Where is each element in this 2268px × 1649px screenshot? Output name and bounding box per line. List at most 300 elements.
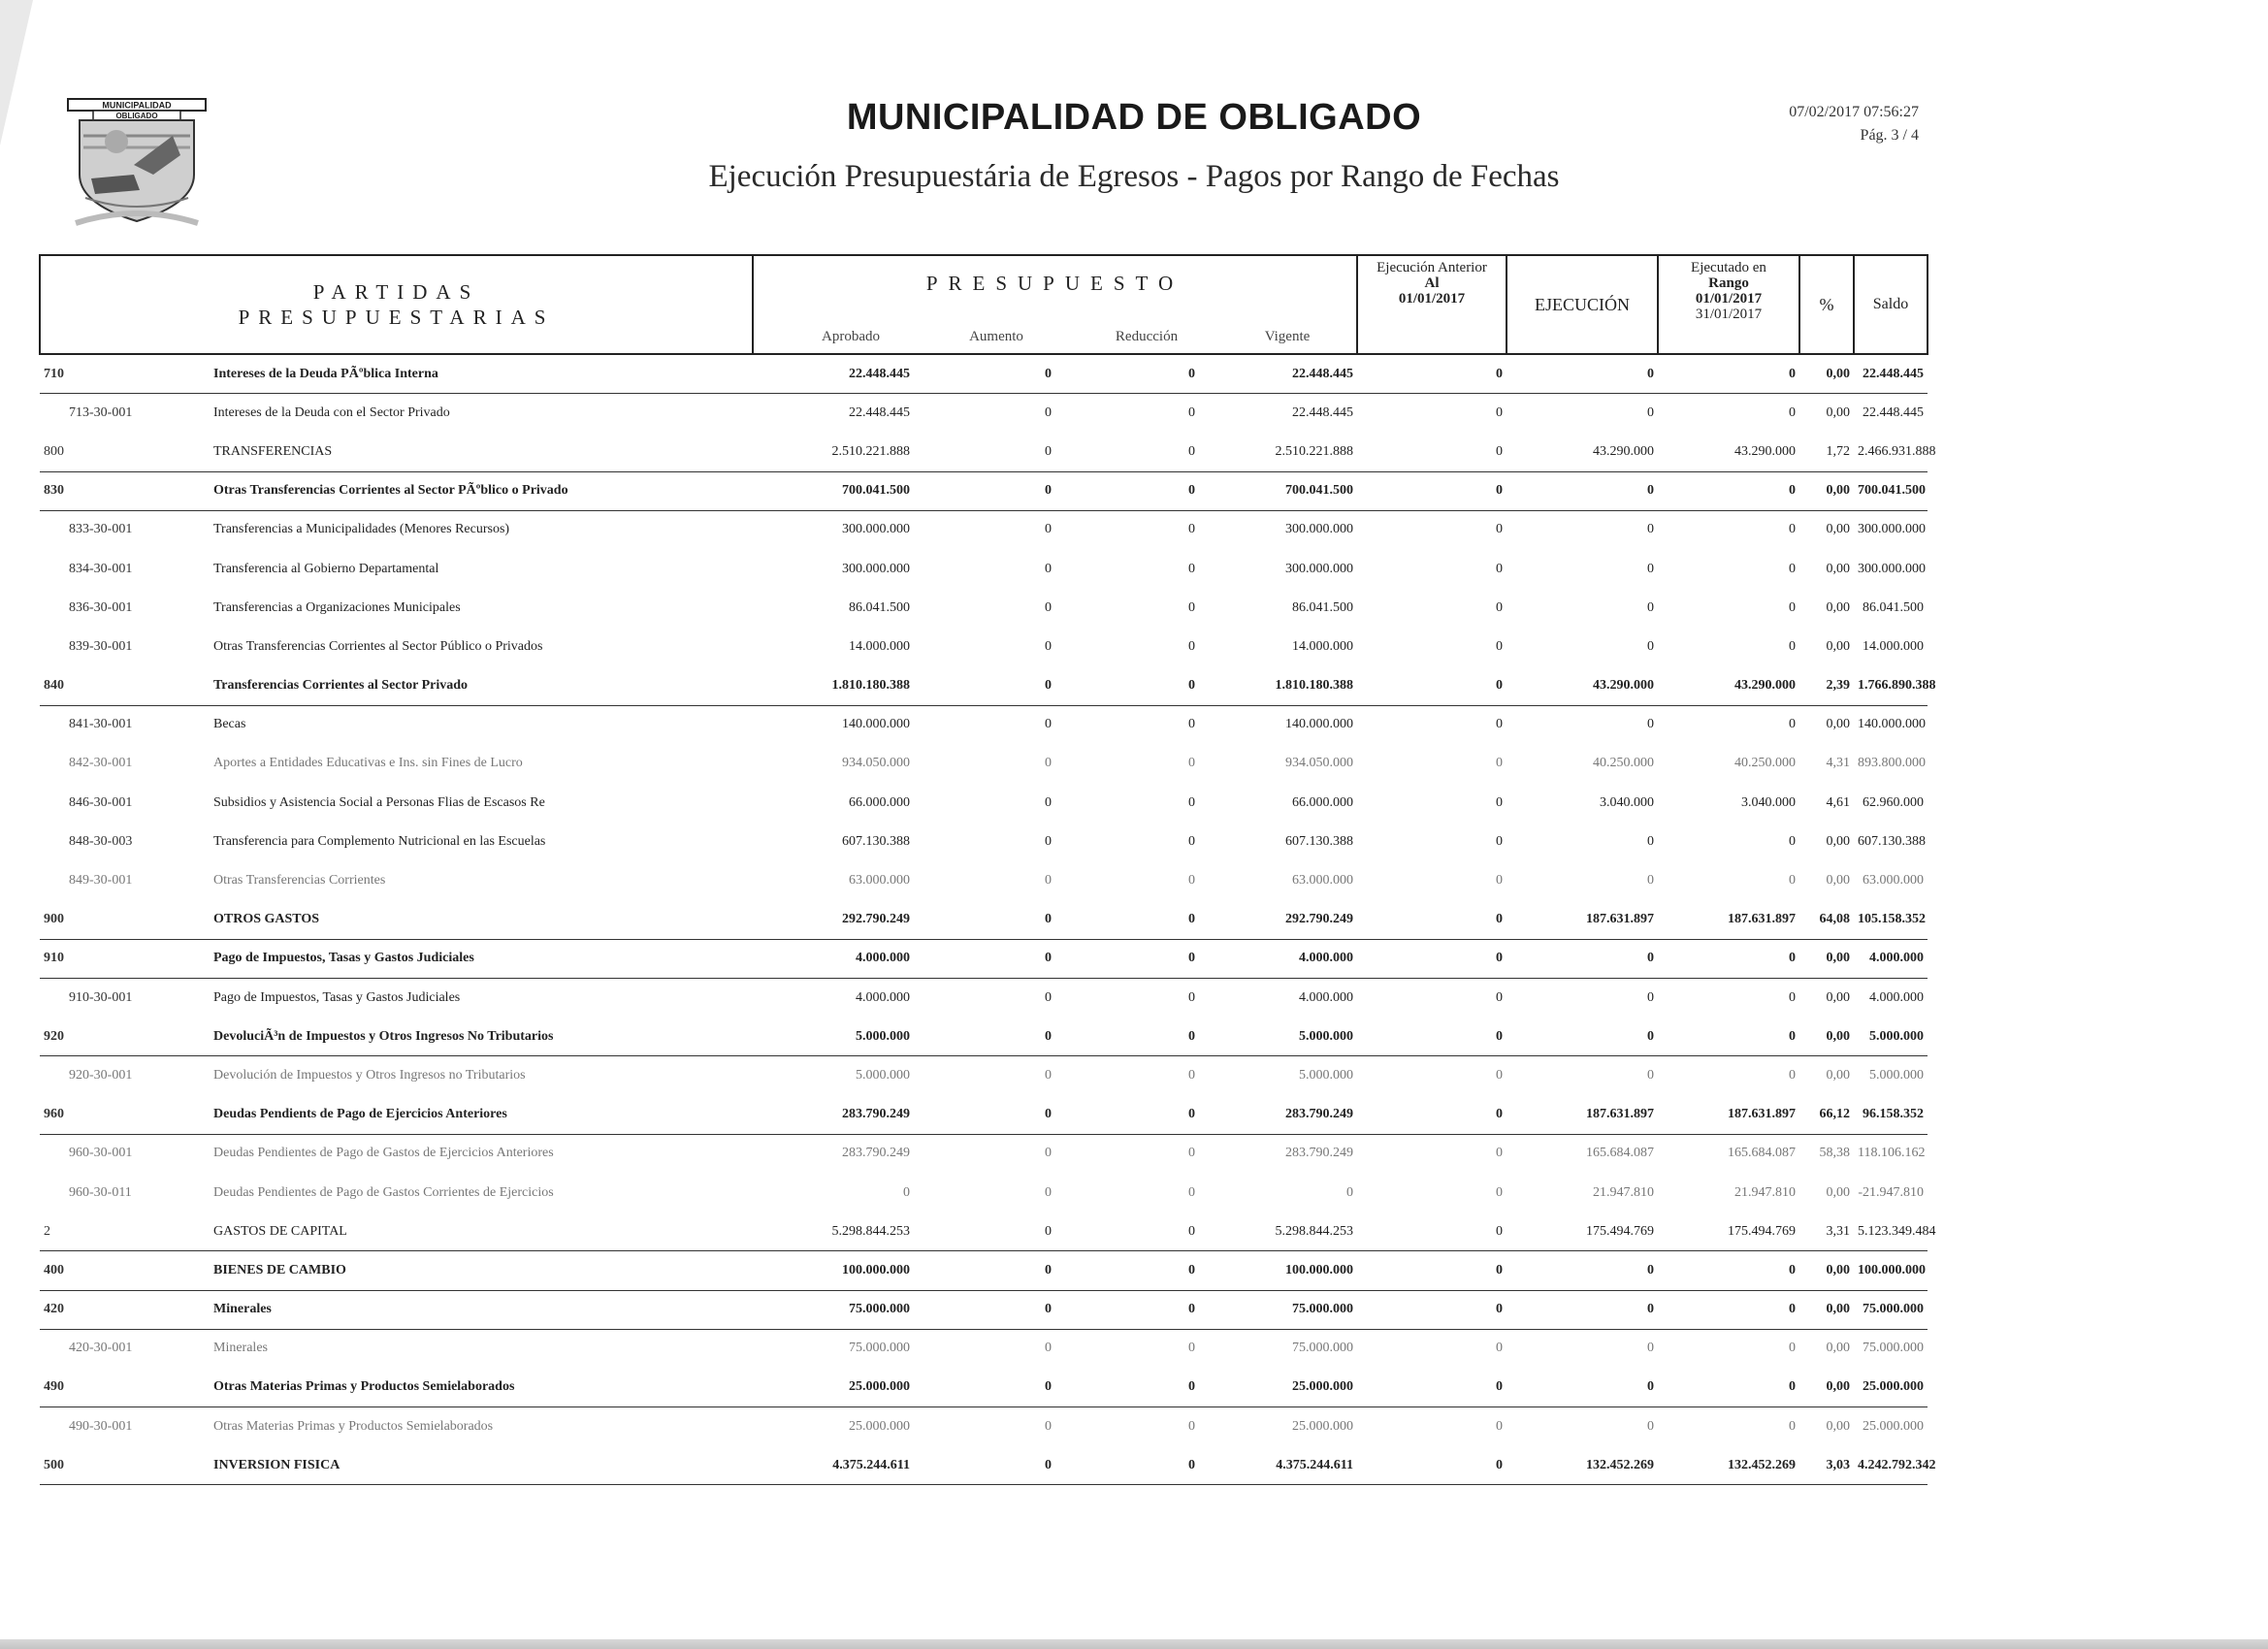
cell-ejecutado-rango: 0 — [1658, 1368, 1799, 1406]
cell-description: Minerales — [213, 1341, 268, 1356]
header-aumento: Aumento — [969, 329, 1023, 344]
cell-ejecucion: 187.631.897 — [1507, 900, 1658, 939]
cell-pct: 0,00 — [1799, 1290, 1854, 1329]
cell-aprobado: 66.000.000 — [849, 794, 910, 810]
cell-aumento: 0 — [1045, 873, 1052, 889]
cell-aumento: 0 — [1045, 1418, 1052, 1434]
cell-aprobado: 22.448.445 — [849, 404, 910, 420]
cell-aprobado: 607.130.388 — [842, 833, 910, 849]
table-row — [40, 861, 1928, 900]
cell-ejecutado-rango: 0 — [1789, 873, 1796, 889]
cell-ejecucion-anterior: 0 — [1496, 1341, 1503, 1356]
print-datetime: 07/02/2017 07:56:27 — [1789, 104, 1919, 120]
table-row — [40, 471, 1928, 510]
cell-ejecutado-rango: 0 — [1789, 1418, 1796, 1434]
cell-reduccion: 0 — [1055, 1368, 1199, 1406]
cell-ejecucion-anterior: 0 — [1496, 404, 1503, 420]
cell-code: 836-30-001 — [69, 599, 133, 615]
header-vigente: Vigente — [1264, 329, 1311, 344]
cell-saldo: 75.000.000 — [1863, 1341, 1924, 1356]
cell-code: 920-30-001 — [69, 1067, 133, 1083]
cell-ejecucion-anterior: 0 — [1357, 1095, 1507, 1134]
table-row — [40, 705, 1928, 744]
cell-vigente: 300.000.000 — [1285, 522, 1353, 537]
cell-aprobado: 300.000.000 — [842, 561, 910, 576]
cell-vigente: 5.000.000 — [1199, 1018, 1357, 1056]
cell-description: INVERSION FISICA — [210, 1446, 753, 1485]
table-row — [40, 354, 1928, 394]
cell-ejecutado-rango: 0 — [1658, 1251, 1799, 1290]
cell-reduccion: 0 — [1188, 873, 1195, 889]
table-body — [40, 354, 1936, 1485]
cell-description: Subsidios y Asistencia Social a Personas Flias de Escasos Re — [213, 794, 545, 810]
cell-aprobado: 700.041.500 — [753, 471, 914, 510]
cell-ejecutado-rango: 43.290.000 — [1658, 433, 1799, 471]
cell-vigente: 75.000.000 — [1292, 1341, 1353, 1356]
cell-saldo: 75.000.000 — [1854, 1290, 1928, 1329]
cell-ejecutado-rango: 0 — [1789, 1067, 1796, 1083]
cell-description: Intereses de la Deuda PÃºblica Interna — [210, 354, 753, 394]
cell-ejecucion-anterior: 0 — [1496, 561, 1503, 576]
cell-ejecutado-rango: 0 — [1789, 404, 1796, 420]
cell-saldo: 4.000.000 — [1869, 989, 1924, 1005]
cell-description: Otras Materias Primas y Productos Semielaborados — [210, 1368, 753, 1406]
report-subtitle: Ejecución Presupuestária de Egresos - Pagos por Rango de Fechas — [708, 159, 1560, 194]
cell-code: 960-30-001 — [69, 1146, 133, 1161]
cell-ejecutado-rango: 0 — [1789, 989, 1796, 1005]
cell-aumento: 0 — [1045, 522, 1052, 537]
cell-aumento: 0 — [1045, 1184, 1052, 1200]
cell-description: Intereses de la Deuda con el Sector Privado — [213, 404, 450, 420]
cell-vigente: 4.000.000 — [1199, 939, 1357, 978]
cell-aumento: 0 — [914, 1095, 1055, 1134]
cell-reduccion: 0 — [1188, 1184, 1195, 1200]
cell-ejecucion-anterior: 0 — [1357, 1368, 1507, 1406]
header-ejecucion-anterior — [1357, 255, 1507, 354]
cell-reduccion: 0 — [1188, 638, 1195, 654]
cell-saldo: 5.000.000 — [1869, 1067, 1924, 1083]
header-ejec-ant-line3: 01/01/2017 — [1398, 291, 1466, 307]
table-row — [40, 1095, 1928, 1134]
cell-ejecucion-anterior: 0 — [1357, 939, 1507, 978]
cell-pct: 0,00 — [1799, 1251, 1854, 1290]
cell-ejecutado-rango: 0 — [1658, 939, 1799, 978]
cell-saldo: 86.041.500 — [1863, 599, 1924, 615]
cell-description: Becas — [213, 717, 246, 732]
cell-ejecucion: 187.631.897 — [1507, 1095, 1658, 1134]
cell-vigente: 2.510.221.888 — [1199, 433, 1357, 471]
cell-aumento: 0 — [914, 666, 1055, 705]
cell-vigente: 934.050.000 — [1285, 756, 1353, 771]
cell-aumento: 0 — [1045, 717, 1052, 732]
table-row — [40, 744, 1928, 783]
cell-vigente: 1.810.180.388 — [1199, 666, 1357, 705]
print-stamp — [1789, 101, 1919, 147]
cell-saldo: 62.960.000 — [1863, 794, 1924, 810]
cell-reduccion: 0 — [1055, 666, 1199, 705]
cell-ejecucion: 0 — [1647, 833, 1654, 849]
cell-aumento: 0 — [1045, 638, 1052, 654]
cell-ejecucion-anterior: 0 — [1357, 433, 1507, 471]
cell-pct: 0,00 — [1826, 522, 1850, 537]
table-row — [40, 589, 1928, 628]
table-row — [40, 939, 1928, 978]
cell-ejecucion-anterior: 0 — [1496, 717, 1503, 732]
cell-reduccion: 0 — [1055, 900, 1199, 939]
cell-ejecutado-rango: 0 — [1789, 561, 1796, 576]
table-row — [40, 1251, 1928, 1290]
table-row — [40, 979, 1928, 1018]
cell-ejecucion: 0 — [1507, 354, 1658, 394]
cell-saldo: 893.800.000 — [1858, 756, 1926, 771]
cell-reduccion: 0 — [1055, 1018, 1199, 1056]
cell-vigente: 4.375.244.611 — [1199, 1446, 1357, 1485]
cell-vigente: 25.000.000 — [1199, 1368, 1357, 1406]
cell-ejecucion: 132.452.269 — [1507, 1446, 1658, 1485]
cell-aumento: 0 — [1045, 599, 1052, 615]
cell-code: 2 — [40, 1212, 210, 1251]
cell-description: Minerales — [210, 1290, 753, 1329]
cell-code: 800 — [40, 433, 210, 471]
cell-ejecucion-anterior: 0 — [1357, 471, 1507, 510]
cell-vigente: 283.790.249 — [1199, 1095, 1357, 1134]
cell-pct: 0,00 — [1826, 638, 1850, 654]
cell-ejecucion-anterior: 0 — [1496, 1067, 1503, 1083]
cell-code: 713-30-001 — [69, 404, 133, 420]
cell-code: 833-30-001 — [69, 522, 133, 537]
table-row — [40, 628, 1928, 666]
cell-code: 842-30-001 — [69, 756, 133, 771]
cell-saldo: 22.448.445 — [1854, 354, 1928, 394]
cell-saldo: -21.947.810 — [1858, 1184, 1924, 1200]
cell-code: 490 — [40, 1368, 210, 1406]
cell-code: 910-30-001 — [69, 989, 133, 1005]
cell-pct: 66,12 — [1799, 1095, 1854, 1134]
page-number: Pág. 3 / 4 — [1860, 127, 1919, 144]
cell-aprobado: 86.041.500 — [849, 599, 910, 615]
cell-ejecutado-rango: 0 — [1658, 471, 1799, 510]
scan-bottom-edge — [0, 1639, 2268, 1649]
cell-ejecucion-anterior: 0 — [1357, 1212, 1507, 1251]
cell-description: OTROS GASTOS — [210, 900, 753, 939]
cell-ejecucion: 0 — [1647, 599, 1654, 615]
cell-ejecucion: 0 — [1647, 1067, 1654, 1083]
table-row — [40, 1446, 1928, 1485]
cell-pct: 0,00 — [1826, 404, 1850, 420]
cell-ejecucion-anterior: 0 — [1496, 873, 1503, 889]
cell-ejecucion-anterior: 0 — [1496, 989, 1503, 1005]
header-partidas — [40, 255, 753, 354]
cell-vigente: 292.790.249 — [1199, 900, 1357, 939]
cell-aumento: 0 — [1045, 1341, 1052, 1356]
cell-vigente: 4.000.000 — [1299, 989, 1353, 1005]
header-ejec-ant-line2: Al — [1424, 275, 1440, 291]
table-row — [40, 549, 1928, 588]
cell-aprobado: 100.000.000 — [753, 1251, 914, 1290]
logo-text-top: MUNICIPALIDAD — [102, 100, 172, 111]
cell-vigente: 5.298.844.253 — [1199, 1212, 1357, 1251]
cell-ejecutado-rango: 43.290.000 — [1658, 666, 1799, 705]
cell-pct: 64,08 — [1799, 900, 1854, 939]
cell-aprobado: 5.000.000 — [856, 1067, 910, 1083]
cell-code: 490-30-001 — [69, 1418, 133, 1434]
cell-ejecucion-anterior: 0 — [1496, 1146, 1503, 1161]
budget-execution-table — [39, 254, 1936, 1485]
cell-ejecutado-rango: 187.631.897 — [1658, 900, 1799, 939]
cell-reduccion: 0 — [1055, 433, 1199, 471]
cell-pct: 4,31 — [1826, 756, 1850, 771]
cell-ejecutado-rango: 0 — [1658, 1018, 1799, 1056]
cell-reduccion: 0 — [1055, 1251, 1199, 1290]
table-row — [40, 433, 1928, 471]
cell-pct: 0,00 — [1826, 717, 1850, 732]
cell-pct: 0,00 — [1799, 471, 1854, 510]
cell-reduccion: 0 — [1188, 1418, 1195, 1434]
table-row — [40, 1329, 1928, 1368]
table-row — [40, 784, 1928, 823]
cell-description: Aportes a Entidades Educativas e Ins. sin Fines de Lucro — [213, 756, 523, 771]
cell-ejecucion: 43.290.000 — [1507, 433, 1658, 471]
cell-pct: 1,72 — [1799, 433, 1854, 471]
cell-aprobado: 25.000.000 — [753, 1368, 914, 1406]
cell-aumento: 0 — [914, 1446, 1055, 1485]
cell-description: Transferencia al Gobierno Departamental — [213, 561, 439, 576]
report-title: MUNICIPALIDAD DE OBLIGADO — [846, 97, 1422, 138]
cell-reduccion: 0 — [1188, 756, 1195, 771]
cell-saldo: 63.000.000 — [1863, 873, 1924, 889]
cell-ejecucion: 0 — [1507, 939, 1658, 978]
cell-pct: 0,00 — [1826, 833, 1850, 849]
cell-vigente: 607.130.388 — [1285, 833, 1353, 849]
cell-ejecutado-rango: 187.631.897 — [1658, 1095, 1799, 1134]
cell-code: 420-30-001 — [69, 1341, 133, 1356]
cell-aumento: 0 — [914, 471, 1055, 510]
cell-ejecucion: 0 — [1507, 1018, 1658, 1056]
cell-reduccion: 0 — [1055, 939, 1199, 978]
cell-aprobado: 292.790.249 — [753, 900, 914, 939]
cell-ejecucion-anterior: 0 — [1496, 756, 1503, 771]
cell-aumento: 0 — [1045, 404, 1052, 420]
header-ejec-rango-line1: Ejecutado en — [1691, 260, 1766, 275]
cell-saldo: 96.158.352 — [1854, 1095, 1928, 1134]
cell-aumento: 0 — [1045, 1146, 1052, 1161]
cell-pct: 3,03 — [1799, 1446, 1854, 1485]
cell-ejecucion: 0 — [1647, 404, 1654, 420]
cell-ejecucion: 43.290.000 — [1507, 666, 1658, 705]
cell-code: 960 — [40, 1095, 210, 1134]
cell-aprobado: 4.000.000 — [753, 939, 914, 978]
cell-reduccion: 0 — [1188, 522, 1195, 537]
cell-pct: 0,00 — [1826, 989, 1850, 1005]
cell-pct: 2,39 — [1799, 666, 1854, 705]
header-partidas-line1: PARTIDAS — [312, 280, 480, 304]
cell-code: 834-30-001 — [69, 561, 133, 576]
header-ejec-rango-line4: 31/01/2017 — [1695, 307, 1763, 322]
table-row — [40, 1290, 1928, 1329]
cell-description: Transferencias Corrientes al Sector Privado — [210, 666, 753, 705]
cell-ejecutado-rango: 132.452.269 — [1658, 1446, 1799, 1485]
cell-aumento: 0 — [914, 354, 1055, 394]
cell-ejecucion: 0 — [1647, 1418, 1654, 1434]
cell-description: Deudas Pendients de Pago de Ejercicios Anteriores — [210, 1095, 753, 1134]
cell-reduccion: 0 — [1188, 1146, 1195, 1161]
cell-description: Otras Transferencias Corrientes — [213, 873, 386, 889]
cell-saldo: 105.158.352 — [1854, 900, 1928, 939]
cell-saldo: 5.123.349.484 — [1854, 1212, 1928, 1251]
cell-pct: 0,00 — [1826, 873, 1850, 889]
cell-vigente: 66.000.000 — [1292, 794, 1353, 810]
cell-reduccion: 0 — [1188, 599, 1195, 615]
cell-reduccion: 0 — [1188, 1341, 1195, 1356]
cell-ejecutado-rango: 175.494.769 — [1658, 1212, 1799, 1251]
cell-vigente: 63.000.000 — [1292, 873, 1353, 889]
cell-ejecucion: 0 — [1647, 522, 1654, 537]
cell-ejecucion: 0 — [1507, 471, 1658, 510]
cell-saldo: 4.000.000 — [1854, 939, 1928, 978]
cell-ejecucion: 0 — [1647, 873, 1654, 889]
cell-aumento: 0 — [1045, 794, 1052, 810]
cell-code: 840 — [40, 666, 210, 705]
header-ejecutado-rango — [1658, 255, 1799, 354]
header-ejecucion: EJECUCIÓN — [1507, 255, 1658, 354]
cell-ejecucion: 165.684.087 — [1586, 1146, 1654, 1161]
table-header-row — [40, 255, 1928, 354]
cell-ejecucion: 0 — [1507, 1251, 1658, 1290]
cell-description: Otras Transferencias Corrientes al Sector Público o Privados — [213, 638, 543, 654]
cell-code: 848-30-003 — [69, 833, 133, 849]
cell-ejecutado-rango: 0 — [1658, 354, 1799, 394]
cell-saldo: 300.000.000 — [1858, 522, 1926, 537]
cell-ejecucion: 0 — [1647, 717, 1654, 732]
cell-aprobado: 22.448.445 — [753, 354, 914, 394]
header-pct: % — [1799, 255, 1854, 354]
cell-ejecucion-anterior: 0 — [1357, 1251, 1507, 1290]
cell-ejecucion-anterior: 0 — [1357, 1446, 1507, 1485]
cell-ejecutado-rango: 165.684.087 — [1728, 1146, 1796, 1161]
cell-ejecucion-anterior: 0 — [1357, 354, 1507, 394]
cell-aumento: 0 — [914, 1290, 1055, 1329]
cell-aprobado: 283.790.249 — [753, 1095, 914, 1134]
header-ejec-ant-line1: Ejecución Anterior — [1377, 260, 1487, 275]
cell-ejecucion-anterior: 0 — [1357, 1290, 1507, 1329]
cell-pct: 0,00 — [1826, 1184, 1850, 1200]
cell-saldo: 607.130.388 — [1858, 833, 1926, 849]
cell-vigente: 140.000.000 — [1285, 717, 1353, 732]
cell-saldo: 1.766.890.388 — [1854, 666, 1928, 705]
cell-ejecutado-rango: 0 — [1789, 599, 1796, 615]
cell-aumento: 0 — [914, 900, 1055, 939]
cell-ejecucion-anterior: 0 — [1496, 833, 1503, 849]
cell-reduccion: 0 — [1188, 404, 1195, 420]
cell-ejecutado-rango: 0 — [1789, 1341, 1796, 1356]
cell-reduccion: 0 — [1188, 794, 1195, 810]
cell-aprobado: 4.375.244.611 — [753, 1446, 914, 1485]
header-saldo: Saldo — [1854, 255, 1928, 354]
cell-code: 849-30-001 — [69, 873, 133, 889]
cell-aprobado: 75.000.000 — [849, 1341, 910, 1356]
logo-text-bottom: OBLIGADO — [115, 112, 158, 120]
cell-ejecucion: 0 — [1647, 1341, 1654, 1356]
cell-pct: 3,31 — [1799, 1212, 1854, 1251]
header-partidas-line2: PRESUPUESTARIAS — [238, 306, 555, 329]
cell-description: DevoluciÃ³n de Impuestos y Otros Ingresos No Tributarios — [210, 1018, 753, 1056]
cell-ejecucion-anterior: 0 — [1496, 794, 1503, 810]
cell-ejecucion: 0 — [1647, 989, 1654, 1005]
table-row — [40, 394, 1928, 433]
cell-description: Devolución de Impuestos y Otros Ingresos no Tributarios — [213, 1067, 526, 1083]
cell-code: 960-30-011 — [69, 1184, 132, 1200]
cell-pct: 0,00 — [1799, 1368, 1854, 1406]
cell-ejecutado-rango: 21.947.810 — [1734, 1184, 1796, 1200]
cell-aprobado: 300.000.000 — [842, 522, 910, 537]
cell-code: 839-30-001 — [69, 638, 133, 654]
cell-description: Transferencias a Municipalidades (Menores Recursos) — [213, 522, 510, 537]
cell-ejecutado-rango: 0 — [1789, 522, 1796, 537]
cell-saldo: 2.466.931.888 — [1854, 433, 1928, 471]
cell-reduccion: 0 — [1055, 1446, 1199, 1485]
cell-ejecucion: 40.250.000 — [1593, 756, 1654, 771]
cell-pct: 0,00 — [1826, 561, 1850, 576]
cell-saldo: 22.448.445 — [1863, 404, 1924, 420]
cell-ejecucion-anterior: 0 — [1496, 522, 1503, 537]
cell-aprobado: 140.000.000 — [842, 717, 910, 732]
table-row — [40, 510, 1928, 549]
cell-aprobado: 1.810.180.388 — [753, 666, 914, 705]
cell-reduccion: 0 — [1055, 471, 1199, 510]
cell-reduccion: 0 — [1055, 354, 1199, 394]
cell-vigente: 283.790.249 — [1285, 1146, 1353, 1161]
cell-aumento: 0 — [1045, 561, 1052, 576]
cell-description: GASTOS DE CAPITAL — [210, 1212, 753, 1251]
cell-code: 400 — [40, 1251, 210, 1290]
cell-description: Otras Transferencias Corrientes al Sector PÃºblico o Privado — [210, 471, 753, 510]
cell-saldo: 25.000.000 — [1863, 1418, 1924, 1434]
cell-reduccion: 0 — [1055, 1095, 1199, 1134]
table-row — [40, 1173, 1928, 1212]
cell-aumento: 0 — [914, 939, 1055, 978]
cell-vigente: 300.000.000 — [1285, 561, 1353, 576]
cell-saldo: 700.041.500 — [1854, 471, 1928, 510]
cell-pct: 4,61 — [1826, 794, 1850, 810]
cell-aumento: 0 — [914, 1018, 1055, 1056]
cell-description: Otras Materias Primas y Productos Semielaborados — [213, 1418, 494, 1434]
header-reduccion: Reducción — [1115, 329, 1179, 344]
cell-code: 920 — [40, 1018, 210, 1056]
cell-vigente: 22.448.445 — [1199, 354, 1357, 394]
cell-vigente: 5.000.000 — [1299, 1067, 1353, 1083]
cell-saldo: 140.000.000 — [1858, 717, 1926, 732]
cell-ejecutado-rango: 0 — [1789, 833, 1796, 849]
table-row — [40, 1212, 1928, 1251]
cell-description: Pago de Impuestos, Tasas y Gastos Judiciales — [210, 939, 753, 978]
cell-aprobado: 934.050.000 — [842, 756, 910, 771]
table-row — [40, 666, 1928, 705]
cell-ejecutado-rango: 0 — [1658, 1290, 1799, 1329]
header-presupuesto — [753, 255, 1357, 354]
cell-ejecucion: 0 — [1647, 561, 1654, 576]
cell-pct: 0,00 — [1799, 354, 1854, 394]
cell-saldo: 4.242.792.342 — [1854, 1446, 1928, 1485]
cell-aumento: 0 — [914, 1251, 1055, 1290]
cell-aumento: 0 — [1045, 989, 1052, 1005]
cell-aumento: 0 — [1045, 833, 1052, 849]
header-ejec-rango-line2: Rango — [1708, 275, 1749, 291]
cell-aprobado: 5.000.000 — [753, 1018, 914, 1056]
cell-aprobado: 0 — [903, 1184, 910, 1200]
header-ejec-rango-line3: 01/01/2017 — [1695, 291, 1763, 307]
cell-reduccion: 0 — [1188, 561, 1195, 576]
cell-code: 910 — [40, 939, 210, 978]
